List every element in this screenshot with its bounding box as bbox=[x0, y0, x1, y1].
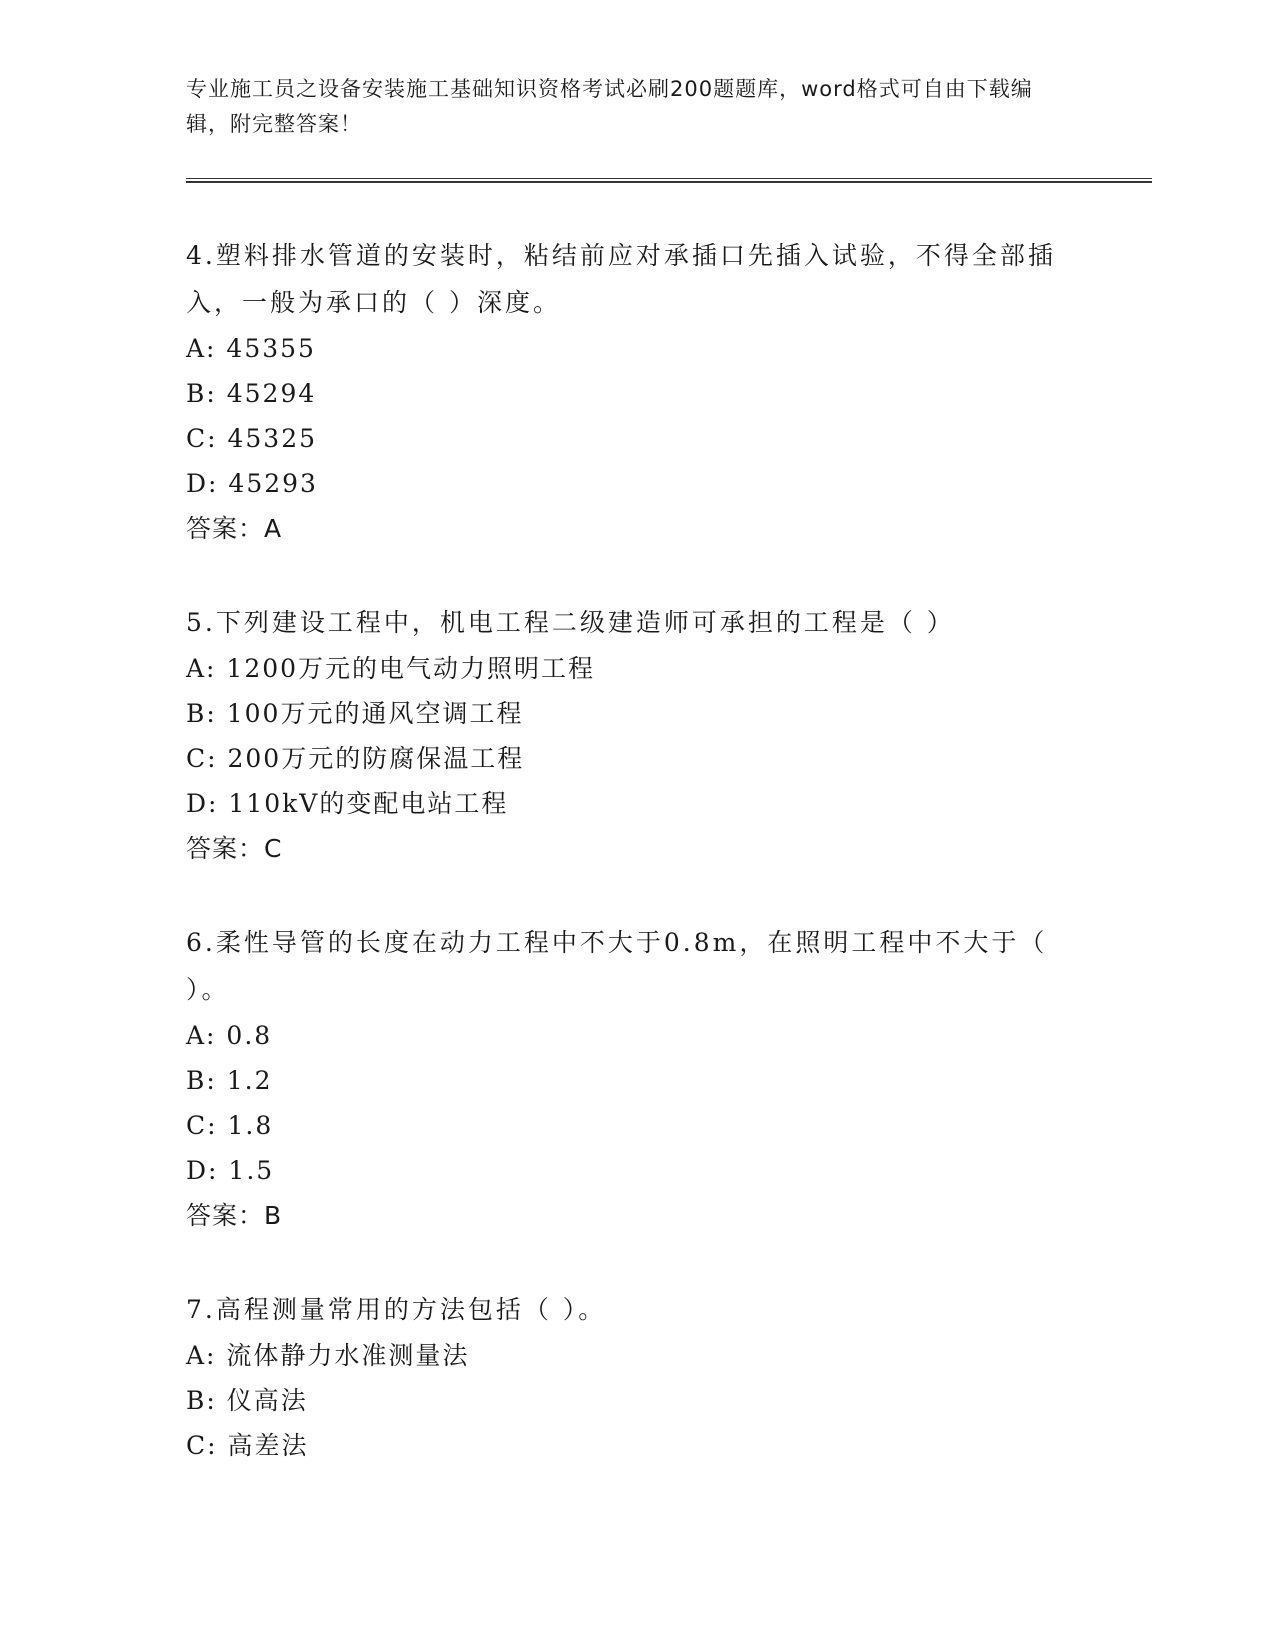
option-b: B: 45294 bbox=[186, 379, 317, 408]
header-divider bbox=[186, 178, 1152, 183]
option-c: C: 高差法 bbox=[186, 1431, 309, 1460]
question-text: 4.塑料排水管道的安装时，粘结前应对承插口先插入试验，不得全部插入，一般为承口的（ ）深度。 bbox=[186, 241, 1056, 317]
document-header: 专业施工员之设备安装施工基础知识资格考试必刷200题题库，word格式可自由下载编辑，附完整答案！ bbox=[186, 77, 1033, 136]
option-a: A: 1200万元的电气动力照明工程 bbox=[186, 654, 596, 683]
option-a: A: 0.8 bbox=[186, 1021, 273, 1050]
question-7 bbox=[186, 1286, 1066, 1468]
option-c: C: 200万元的防腐保温工程 bbox=[186, 744, 525, 773]
question-text: 5.下列建设工程中，机电工程二级建造师可承担的工程是（ ） bbox=[186, 608, 955, 637]
question-list bbox=[186, 232, 1066, 1515]
option-b: B: 1.2 bbox=[186, 1066, 273, 1095]
option-b: B: 100万元的通风空调工程 bbox=[186, 699, 524, 728]
option-c: C: 45325 bbox=[186, 424, 318, 453]
question-5 bbox=[186, 599, 1066, 872]
question-text: 7.高程测量常用的方法包括（ ）。 bbox=[186, 1295, 607, 1324]
option-d: D: 45293 bbox=[186, 469, 318, 498]
option-d: D: 1.5 bbox=[186, 1156, 275, 1185]
question-text: 6.柔性导管的长度在动力工程中不大于0.8m，在照明工程中不大于（ ）。 bbox=[186, 928, 1048, 1004]
answer-line: 答案：C bbox=[186, 834, 283, 863]
option-a: A: 流体静力水准测量法 bbox=[186, 1341, 470, 1370]
question-6 bbox=[186, 919, 1066, 1239]
answer-line: 答案：A bbox=[186, 514, 283, 543]
option-d: D: 110kV的变配电站工程 bbox=[186, 789, 509, 818]
option-b: B: 仪高法 bbox=[186, 1386, 308, 1415]
option-a: A: 45355 bbox=[186, 334, 316, 363]
question-4 bbox=[186, 232, 1066, 552]
answer-line: 答案：B bbox=[186, 1201, 283, 1230]
option-c: C: 1.8 bbox=[186, 1111, 274, 1140]
